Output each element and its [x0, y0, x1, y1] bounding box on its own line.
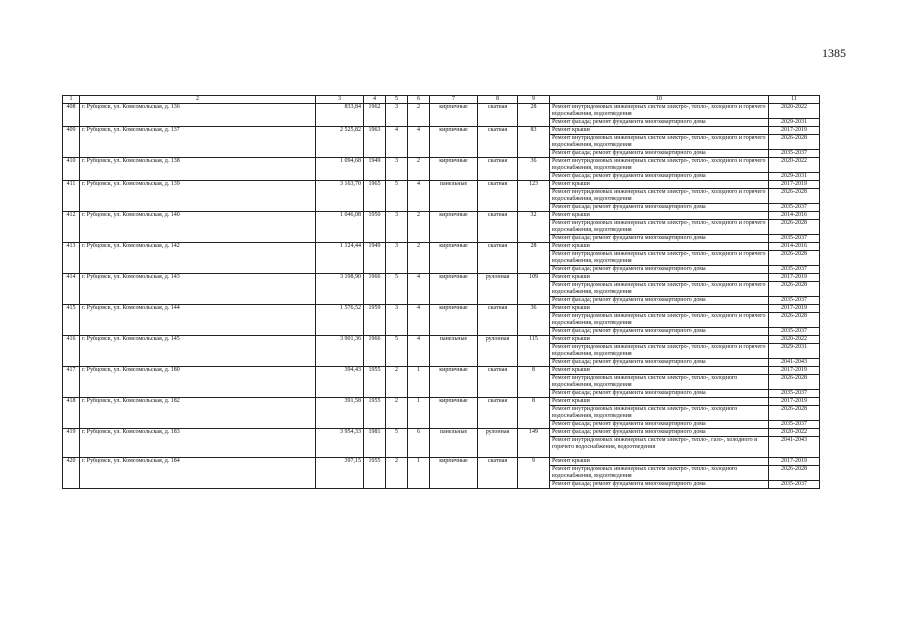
work-type-cell: Ремонт фасада; ремонт фундамента многоквартирного дома [550, 328, 769, 336]
work-period-cell: 2017-2019 [769, 458, 820, 466]
floors-cell: 4 [386, 127, 408, 158]
work-period-cell: 2035-2037 [769, 150, 820, 158]
column-number: 1 [63, 96, 80, 104]
work-type-cell: Ремонт крыши [550, 336, 769, 344]
address-cell: г. Рубцовск, ул. Комсомольская, д. 142 [80, 243, 316, 274]
work-period-cell: 2035-2037 [769, 328, 820, 336]
table-row [63, 212, 820, 220]
address-cell: г. Рубцовск, ул. Комсомольская, д. 139 [80, 181, 316, 212]
flats-count-cell: 8 [518, 367, 550, 398]
work-period-cell: 2020-2022 [769, 429, 820, 437]
work-period-cell: 2041-2043 [769, 437, 820, 458]
work-type-cell: Ремонт фасада; ремонт фундамента многоквартирного дома [550, 481, 769, 489]
year-built-cell: 1962 [364, 104, 386, 127]
flats-count-cell: 9 [518, 458, 550, 489]
table-row [63, 305, 820, 313]
work-type-cell: Ремонт внутридомовых инженерных систем электро-, тепло-, холодного водоснабжения, водоотведения [550, 375, 769, 390]
work-type-cell: Ремонт фасада; ремонт фундамента многоквартирного дома [550, 390, 769, 398]
work-period-cell: 2029-2031 [769, 173, 820, 181]
table-row [63, 127, 820, 135]
flats-count-cell: 36 [518, 305, 550, 336]
entrances-cell: 2 [408, 243, 430, 274]
flats-count-cell: 83 [518, 127, 550, 158]
flats-count-cell: 8 [518, 398, 550, 429]
year-built-cell: 1949 [364, 158, 386, 181]
work-period-cell: 2026-2028 [769, 466, 820, 481]
work-period-cell: 2035-2037 [769, 421, 820, 429]
floors-cell: 3 [386, 104, 408, 127]
entry-number: 409 [63, 127, 80, 158]
work-period-cell: 2035-2037 [769, 266, 820, 274]
flats-count-cell: 115 [518, 336, 550, 367]
roof-type-cell: рулонная [478, 429, 518, 458]
wall-material-cell: кирпичные [430, 274, 478, 305]
wall-material-cell: панельные [430, 336, 478, 367]
address-cell: г. Рубцовск, ул. Комсомольская, д. 183 [80, 429, 316, 458]
work-period-cell: 2017-2019 [769, 181, 820, 189]
roof-type-cell: скатная [478, 104, 518, 127]
year-built-cell: 1949 [364, 243, 386, 274]
column-number: 8 [478, 96, 518, 104]
area-cell: 391,58 [316, 398, 364, 429]
work-type-cell: Ремонт внутридомовых инженерных систем электро-, тепло-, холодного и горячего водоснабжения, водоотведения [550, 313, 769, 328]
year-built-cell: 1981 [364, 429, 386, 458]
roof-type-cell: скатная [478, 158, 518, 181]
work-period-cell: 2041-2043 [769, 359, 820, 367]
year-built-cell: 1963 [364, 127, 386, 158]
table-row [63, 398, 820, 406]
wall-material-cell: кирпичные [430, 458, 478, 489]
work-type-cell: Ремонт крыши [550, 305, 769, 313]
roof-type-cell: рулонная [478, 274, 518, 305]
roof-type-cell: скатная [478, 398, 518, 429]
year-built-cell: 1950 [364, 212, 386, 243]
floors-cell: 2 [386, 458, 408, 489]
flats-count-cell: 123 [518, 181, 550, 212]
address-cell: г. Рубцовск, ул. Комсомольская, д. 138 [80, 158, 316, 181]
area-cell: 1 046,08 [316, 212, 364, 243]
entry-number: 415 [63, 305, 80, 336]
wall-material-cell: кирпичные [430, 398, 478, 429]
work-period-cell: 2026-2028 [769, 313, 820, 328]
entrances-cell: 4 [408, 336, 430, 367]
column-number: 9 [518, 96, 550, 104]
work-period-cell: 2020-2022 [769, 158, 820, 173]
work-period-cell: 2017-2019 [769, 398, 820, 406]
roof-type-cell: скатная [478, 181, 518, 212]
wall-material-cell: панельные [430, 181, 478, 212]
work-period-cell: 2026-2028 [769, 282, 820, 297]
work-period-cell: 2017-2019 [769, 274, 820, 282]
address-cell: г. Рубцовск, ул. Комсомольская, д. 182 [80, 398, 316, 429]
roof-type-cell: скатная [478, 367, 518, 398]
address-cell: г. Рубцовск, ул. Комсомольская, д. 143 [80, 274, 316, 305]
work-type-cell: Ремонт фасада; ремонт фундамента многоквартирного дома [550, 204, 769, 212]
address-cell: г. Рубцовск, ул. Комсомольская, д. 137 [80, 127, 316, 158]
entrances-cell: 2 [408, 104, 430, 127]
work-type-cell: Ремонт фасада; ремонт фундамента многоквартирного дома [550, 297, 769, 305]
table-row [63, 158, 820, 173]
table-row [63, 104, 820, 119]
work-type-cell: Ремонт крыши [550, 458, 769, 466]
area-cell: 394,43 [316, 367, 364, 398]
column-number-row [63, 96, 820, 104]
work-period-cell: 2026-2028 [769, 251, 820, 266]
work-type-cell: Ремонт внутридомовых инженерных систем электро-, тепло-, холодного и горячего водоснабжения, водоотведения [550, 344, 769, 359]
table-row [63, 367, 820, 375]
roof-type-cell: скатная [478, 458, 518, 489]
work-type-cell: Ремонт внутридомовых инженерных систем электро-, тепло-, холодного и горячего водоснабжения, водоотведения [550, 135, 769, 150]
area-cell: 3 901,36 [316, 336, 364, 367]
floors-cell: 3 [386, 212, 408, 243]
housing-register-table [62, 95, 820, 489]
year-built-cell: 1966 [364, 336, 386, 367]
entrances-cell: 1 [408, 398, 430, 429]
column-number: 7 [430, 96, 478, 104]
work-type-cell: Ремонт внутридомовых инженерных систем электро-, тепло-, холодного водоснабжения, водоотведения [550, 466, 769, 481]
column-number: 3 [316, 96, 364, 104]
column-number: 2 [80, 96, 316, 104]
table-row [63, 181, 820, 189]
flats-count-cell: 36 [518, 158, 550, 181]
entry-number: 411 [63, 181, 80, 212]
table-row [63, 458, 820, 466]
column-number: 6 [408, 96, 430, 104]
year-built-cell: 1965 [364, 181, 386, 212]
address-cell: г. Рубцовск, ул. Комсомольская, д. 140 [80, 212, 316, 243]
page-number: 1385 [822, 46, 846, 60]
work-type-cell: Ремонт крыши [550, 367, 769, 375]
address-cell: г. Рубцовск, ул. Комсомольская, д. 144 [80, 305, 316, 336]
work-type-cell: Ремонт фасада; ремонт фундамента многоквартирного дома [550, 150, 769, 158]
work-period-cell: 2020-2022 [769, 336, 820, 344]
entry-number: 419 [63, 429, 80, 458]
year-built-cell: 1955 [364, 458, 386, 489]
entrances-cell: 2 [408, 158, 430, 181]
work-period-cell: 2035-2037 [769, 297, 820, 305]
area-cell: 3 163,70 [316, 181, 364, 212]
area-cell: 1 124,44 [316, 243, 364, 274]
address-cell: г. Рубцовск, ул. Комсомольская, д. 145 [80, 336, 316, 367]
flats-count-cell: 28 [518, 104, 550, 127]
area-cell: 1 094,68 [316, 158, 364, 181]
work-period-cell: 2026-2028 [769, 220, 820, 235]
flats-count-cell: 149 [518, 429, 550, 458]
column-number: 10 [550, 96, 769, 104]
roof-type-cell: скатная [478, 305, 518, 336]
work-type-cell: Ремонт крыши [550, 181, 769, 189]
column-number: 4 [364, 96, 386, 104]
year-built-cell: 1955 [364, 398, 386, 429]
entrances-cell: 1 [408, 458, 430, 489]
area-cell: 3 198,90 [316, 274, 364, 305]
entry-number: 413 [63, 243, 80, 274]
work-type-cell: Ремонт внутридомовых инженерных систем электро-, тепло-, холодного и горячего водоснабжения, водоотведения [550, 189, 769, 204]
work-period-cell: 2035-2037 [769, 235, 820, 243]
area-cell: 833,84 [316, 104, 364, 127]
work-period-cell: 2020-2022 [769, 104, 820, 119]
floors-cell: 5 [386, 336, 408, 367]
work-type-cell: Ремонт фасада; ремонт фундамента многоквартирного дома [550, 421, 769, 429]
floors-cell: 3 [386, 305, 408, 336]
entrances-cell: 6 [408, 429, 430, 458]
floors-cell: 5 [386, 274, 408, 305]
wall-material-cell: кирпичные [430, 243, 478, 274]
wall-material-cell: кирпичные [430, 305, 478, 336]
roof-type-cell: скатная [478, 212, 518, 243]
roof-type-cell: скатная [478, 127, 518, 158]
floors-cell: 2 [386, 367, 408, 398]
work-type-cell: Ремонт фасада; ремонт фундамента многоквартирного дома [550, 359, 769, 367]
work-type-cell: Ремонт внутридомовых инженерных систем электро-, тепло-, холодного водоснабжения, водоотведения [550, 406, 769, 421]
floors-cell: 3 [386, 243, 408, 274]
work-period-cell: 2029-2031 [769, 119, 820, 127]
work-type-cell: Ремонт крыши [550, 274, 769, 282]
work-period-cell: 2017-2019 [769, 127, 820, 135]
area-cell: 397,15 [316, 458, 364, 489]
work-type-cell: Ремонт крыши [550, 212, 769, 220]
year-built-cell: 1959 [364, 305, 386, 336]
entry-number: 418 [63, 398, 80, 429]
wall-material-cell: панельные [430, 429, 478, 458]
floors-cell: 5 [386, 181, 408, 212]
entrances-cell: 4 [408, 274, 430, 305]
year-built-cell: 1955 [364, 367, 386, 398]
work-period-cell: 2035-2037 [769, 481, 820, 489]
floors-cell: 2 [386, 398, 408, 429]
work-type-cell: Ремонт внутридомовых инженерных систем электро-, тепло-, холодного и горячего водоснабжения, водоотведения [550, 104, 769, 119]
roof-type-cell: рулонная [478, 336, 518, 367]
table-row [63, 336, 820, 344]
work-type-cell: Ремонт внутридомовых инженерных систем электро-, тепло-, холодного и горячего водоснабжения, водоотведения [550, 158, 769, 173]
area-cell: 2 525,82 [316, 127, 364, 158]
entrances-cell: 4 [408, 305, 430, 336]
work-type-cell: Ремонт крыши [550, 398, 769, 406]
address-cell: г. Рубцовск, ул. Комсомольская, д. 180 [80, 367, 316, 398]
column-number: 5 [386, 96, 408, 104]
table-row [63, 274, 820, 282]
work-type-cell: Ремонт фасада; ремонт фундамента многоквартирного дома [550, 235, 769, 243]
wall-material-cell: кирпичные [430, 127, 478, 158]
work-type-cell: Ремонт внутридомовых инженерных систем электро-, тепло-, холодного и горячего водоснабжения, водоотведения [550, 251, 769, 266]
flats-count-cell: 28 [518, 243, 550, 274]
entrances-cell: 4 [408, 181, 430, 212]
floors-cell: 3 [386, 158, 408, 181]
entry-number: 414 [63, 274, 80, 305]
entry-number: 412 [63, 212, 80, 243]
entry-number: 420 [63, 458, 80, 489]
work-type-cell: Ремонт фасада; ремонт фундамента многоквартирного дома [550, 173, 769, 181]
wall-material-cell: кирпичные [430, 158, 478, 181]
area-cell: 1 576,52 [316, 305, 364, 336]
work-period-cell: 2029-2031 [769, 344, 820, 359]
work-type-cell: Ремонт внутридомовых инженерных систем электро-, тепло-, газо-, холодного и горячего водоснабжения, водоотведения [550, 437, 769, 458]
entrances-cell: 4 [408, 127, 430, 158]
work-period-cell: 2035-2037 [769, 390, 820, 398]
flats-count-cell: 109 [518, 274, 550, 305]
work-type-cell: Ремонт внутридомовых инженерных систем электро-, тепло-, холодного и горячего водоснабжения, водоотведения [550, 220, 769, 235]
entry-number: 416 [63, 336, 80, 367]
area-cell: 3 954,33 [316, 429, 364, 458]
roof-type-cell: скатная [478, 243, 518, 274]
entry-number: 417 [63, 367, 80, 398]
flats-count-cell: 32 [518, 212, 550, 243]
work-period-cell: 2026-2028 [769, 375, 820, 390]
work-period-cell: 2026-2028 [769, 135, 820, 150]
work-period-cell: 2017-2019 [769, 305, 820, 313]
year-built-cell: 1966 [364, 274, 386, 305]
work-period-cell: 2026-2028 [769, 406, 820, 421]
entrances-cell: 2 [408, 212, 430, 243]
work-period-cell: 2014-2016 [769, 243, 820, 251]
work-type-cell: Ремонт фасада; ремонт фундамента многоквартирного дома [550, 119, 769, 127]
wall-material-cell: кирпичные [430, 104, 478, 127]
work-type-cell: Ремонт крыши [550, 127, 769, 135]
column-number: 11 [769, 96, 820, 104]
wall-material-cell: кирпичные [430, 212, 478, 243]
table-row [63, 243, 820, 251]
work-period-cell: 2014-2016 [769, 212, 820, 220]
work-type-cell: Ремонт внутридомовых инженерных систем электро-, тепло-, холодного и горячего водоснабжения, водоотведения [550, 282, 769, 297]
wall-material-cell: кирпичные [430, 367, 478, 398]
floors-cell: 5 [386, 429, 408, 458]
work-period-cell: 2035-2037 [769, 204, 820, 212]
work-type-cell: Ремонт крыши [550, 243, 769, 251]
address-cell: г. Рубцовск, ул. Комсомольская, д. 136 [80, 104, 316, 127]
work-period-cell: 2017-2019 [769, 367, 820, 375]
entry-number: 408 [63, 104, 80, 127]
entry-number: 410 [63, 158, 80, 181]
table-row [63, 429, 820, 437]
work-type-cell: Ремонт фасада; ремонт фундамента многоквартирного дома [550, 429, 769, 437]
entrances-cell: 1 [408, 367, 430, 398]
work-period-cell: 2026-2028 [769, 189, 820, 204]
address-cell: г. Рубцовск, ул. Комсомольская, д. 184 [80, 458, 316, 489]
work-type-cell: Ремонт фасада; ремонт фундамента многоквартирного дома [550, 266, 769, 274]
